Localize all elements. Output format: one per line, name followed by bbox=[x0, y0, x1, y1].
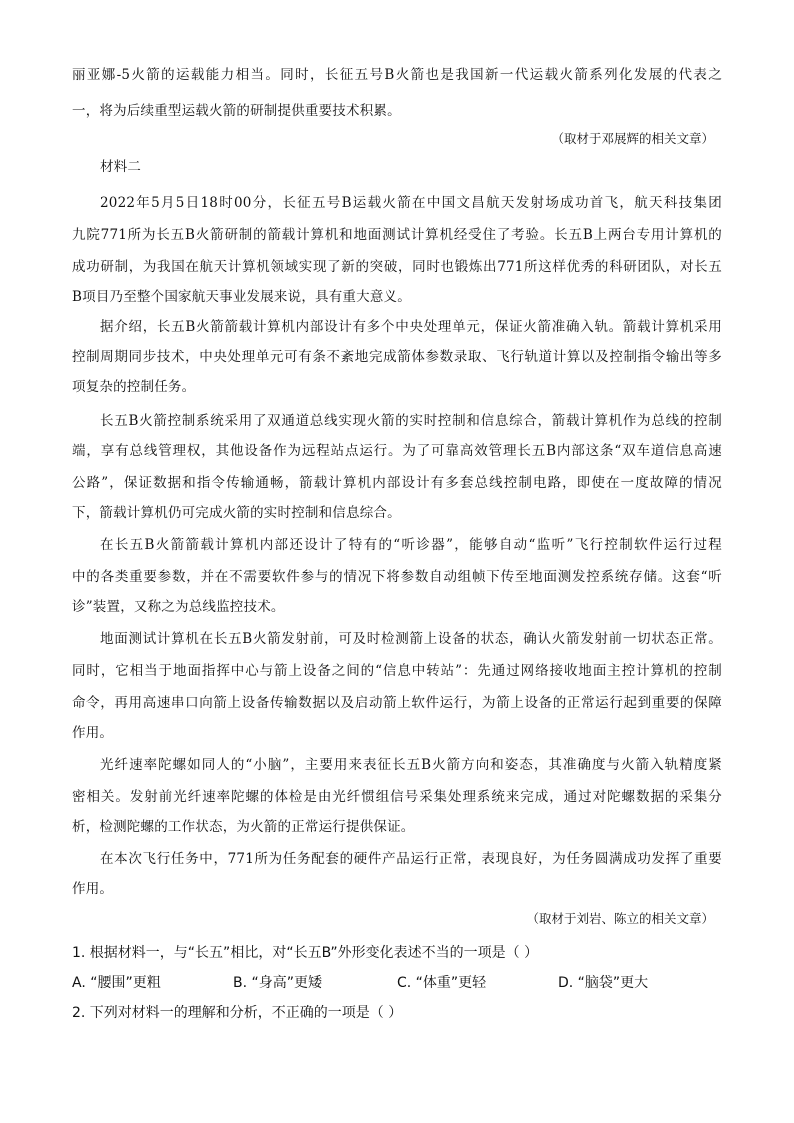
text-line: 公路”，保证数据和指令传输通畅，箭载计算机内部设计有多套总线控制电路，即使在一度故障的情况 bbox=[72, 475, 722, 491]
text-line: 项复杂的控制任务。 bbox=[72, 379, 196, 395]
option-d: D. “脑袋”更大 bbox=[558, 975, 649, 991]
text-line: 析，检测陀螺的工作状态，为火箭的正常运行提供保证。 bbox=[72, 819, 415, 835]
text-line: 地面测试计算机在长五B火箭发射前，可及时检测箭上设备的状态，确认火箭发射前一切状态正常。 bbox=[100, 631, 722, 647]
text-line: 成功研制，为我国在航天计算机领域实现了新的突破，同时也锻炼出771所这样优秀的科研团队，对长五 bbox=[72, 259, 722, 275]
option-b: B. “身高”更矮 bbox=[233, 975, 323, 991]
text-line: 命令，再用高速串口向箭上设备传输数据以及启动箭上软件运行，为箭上设备的正常运行起到重要的保障 bbox=[72, 695, 722, 711]
text-line: 长五B火箭控制系统采用了双通道总线实现火箭的实时控制和信息综合，箭载计算机作为总线的控制 bbox=[100, 413, 722, 429]
text-line: 2022年5月5日18时00分，长征五号B运载火箭在中国文昌航天发射场成功首飞，航天科技集团 bbox=[100, 195, 722, 211]
question-1-options bbox=[72, 968, 722, 998]
text-line: 同时，它相当于地面指挥中心与箭上设备之间的“信息中转站”：先通过网络接收地面主控计算机的控制 bbox=[72, 663, 722, 679]
text-line: B项目乃至整个国家航天事业发展来说，具有重大意义。 bbox=[72, 289, 411, 305]
question-1-stem: 1. 根据材料一，与“长五”相比，对“长五B”外形变化表述不当的一项是（ ） bbox=[72, 945, 539, 961]
text-line: 端，享有总线管理权，其他设备作为远程站点运行。为了可靠高效管理长五B内部这条“双车道信息高速 bbox=[72, 443, 722, 459]
text-line: 作用。 bbox=[72, 725, 114, 741]
text-line: 一，将为后续重型运载火箭的研制提供重要技术积累。 bbox=[72, 103, 401, 119]
section-heading: 材料二 bbox=[100, 159, 142, 175]
source-citation: （取材于邓展辉的相关文章） bbox=[551, 131, 714, 146]
option-c: C. “体重”更轻 bbox=[397, 975, 487, 991]
text-line: 光纤速率陀螺如同人的“小脑”，主要用来表征长五B火箭方向和姿态，其准确度与火箭入轨精度紧 bbox=[100, 757, 722, 773]
text-line: 丽亚娜-5火箭的运载能力相当。同时，长征五号B火箭也是我国新一代运载火箭系列化发展的代表之 bbox=[72, 67, 722, 83]
source-citation: （取材于刘岩、陈立的相关文章） bbox=[526, 911, 714, 926]
text-line: 据介绍，长五B火箭箭载计算机内部设计有多个中央处理单元，保证火箭准确入轨。箭载计算机采用 bbox=[100, 319, 722, 335]
text-line: 九院771所为长五B火箭研制的箭载计算机和地面测试计算机经受住了考验。长五B上两台专用计算机的 bbox=[72, 227, 722, 243]
text-line: 密相关。发射前光纤速率陀螺的体检是由光纤惯组信号采集处理系统来完成，通过对陀螺数据的采集分 bbox=[72, 789, 722, 805]
text-line: 作用。 bbox=[72, 881, 114, 897]
question-2-stem: 2. 下列对材料一的理解和分析，不正确的一项是（ ） bbox=[72, 1005, 403, 1021]
text-line: 下，箭载计算机仍可完成火箭的实时控制和信息综合。 bbox=[72, 505, 401, 521]
text-line: 中的各类重要参数，并在不需要软件参与的情况下将参数自动组帧下传至地面测发控系统存储。这套“听 bbox=[72, 569, 722, 585]
option-a: A. “腰围”更粗 bbox=[72, 975, 161, 991]
text-line: 控制周期同步技术，中央处理单元可有条不紊地完成箭体参数录取、飞行轨道计算以及控制指令输出等多 bbox=[72, 349, 722, 365]
text-line: 诊”装置，又称之为总线监控技术。 bbox=[72, 599, 285, 615]
text-line: 在长五B火箭箭载计算机内部还设计了特有的“听诊器”，能够自动“监听”飞行控制软件运行过程 bbox=[100, 537, 722, 553]
text-line: 在本次飞行任务中，771所为任务配套的硬件产品运行正常，表现良好，为任务圆满成功发挥了重要 bbox=[100, 851, 722, 867]
